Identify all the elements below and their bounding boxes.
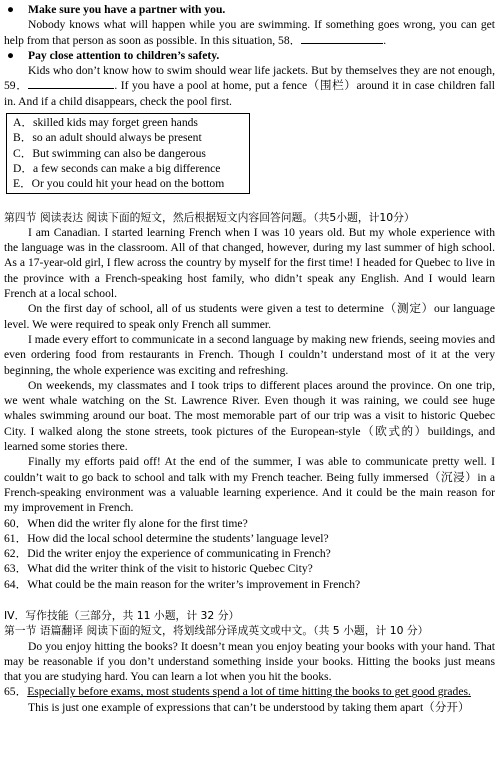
option-d: D．a few seconds can make a big difference bbox=[13, 161, 221, 175]
passage-paragraph-2: On the first day of school, all of us students were given a test to determine（测定）our language level. We were required to speak only French all summer. bbox=[4, 302, 495, 331]
bullet-icon: ● bbox=[7, 48, 15, 62]
bullet-icon: ● bbox=[7, 3, 15, 16]
passage-paragraph-5: Finally my efforts paid off! At the end of the summer, I was able to communicate pretty well. I couldn’t wait to go back to school and talk with my French teacher. Being fully immersed（沉浸）in a French-speaking environment was a valuable learning experience. And it could be the main reason for my improvement in French. bbox=[4, 455, 495, 515]
question-65-underlined: Especially before exams, most students spend a lot of time hitting the books to get good grades. bbox=[27, 685, 471, 699]
question-64: 64．What could be the main reason for the writer’s improvement in French? bbox=[4, 577, 361, 591]
question-61: 61．How did the local school determine the students’ language level? bbox=[4, 531, 329, 545]
passage-paragraph-1: I am Canadian. I started learning French when I was 10 years old. But my whole experience with the language was in the classroom. All of that changed, however, during my last summer of high school. As a 17-year-old girl, I flew across the country by myself for the first time! I headed for Quebec to live in the province with a French-speaking host family, who didn’t speak any English. And I would learn French at a local school. bbox=[4, 225, 495, 301]
option-a: A．skilled kids may forget green hands bbox=[13, 116, 198, 130]
question-62: 62．Did the writer enjoy the experience of communicating in French? bbox=[4, 547, 331, 561]
options-box bbox=[6, 113, 250, 193]
tip-heading-children: ● Pay close attention to children’s safety. bbox=[7, 48, 220, 62]
answer-blank-59[interactable] bbox=[28, 78, 114, 89]
section4-heading: 第四节 阅读表达 阅读下面的短文，然后根据短文内容回答问题。（共5小题，计10分） bbox=[4, 210, 415, 224]
question-60: 60．When did the writer fly alone for the first time? bbox=[4, 516, 248, 530]
answer-blank-58[interactable] bbox=[301, 33, 383, 44]
passage-paragraph-4: On weekends, my classmates and I took trips to different places around the province. On one trip, we went whale watching on the St. Lawrence River. Even though it was raining, we could see huge whales swimming around our boat. The most memorable part of our trip was a visit to historic Quebec City. I walked along the stone streets, took pictures of the European-style（欧式的）buildings, and learned some stories there. bbox=[4, 378, 495, 454]
tip-body-partner: Nobody knows what will happen while you are swimming. If something goes wrong, you can get help from that person as soon as possible. In this situation, 58． . bbox=[4, 18, 495, 47]
question-list bbox=[4, 516, 495, 592]
part4-sub1-heading: 第一节 语篇翻译 阅读下面的短文，将划线部分译成英文或中文。（共 5 小题，计 10 分） bbox=[4, 624, 429, 638]
passage-paragraph-3: I made every effort to communicate in a second language by making new friends, seeing movies and even ordering food from restaurants in French. Though I couldn’t understand most of it at the very beginning, the whole experience was exciting and refreshing. bbox=[4, 332, 495, 377]
option-b: B．so an adult should always be present bbox=[13, 131, 202, 145]
question-65-number: 65． bbox=[4, 685, 28, 699]
translation-paragraph-2: This is just one example of expressions that can’t be understood by taking them apart（分开） bbox=[28, 700, 470, 714]
question-63: 63．What did the writer think of the visit to historic Quebec City? bbox=[4, 562, 313, 576]
tip-heading-partner: ● Make sure you have a partner with you. bbox=[7, 3, 226, 16]
tip-body-children: Kids who don’t know how to swim should wear life jackets. But by themselves they are not enough, 59． . If you have a pool at home, put a fence（围栏）around it in case children fall in. And if a child disappears, check the pool first. bbox=[4, 64, 495, 108]
option-e: E．Or you could hit your head on the bottom bbox=[13, 177, 225, 191]
translation-paragraph-1: Do you enjoy hitting the books? It doesn’t mean you enjoy beating your books with your hand. That may be reasonable if you don’t understand something inside your books. Hitting the books just means that you are studying hard. You can learn a lot when you hit the books. bbox=[4, 639, 495, 684]
option-c: C．But swimming can also be dangerous bbox=[13, 146, 206, 160]
translation-item-65 bbox=[4, 684, 495, 699]
part4-heading: IV．写作技能（三部分，共 11 小题，计 32 分） bbox=[4, 608, 240, 622]
